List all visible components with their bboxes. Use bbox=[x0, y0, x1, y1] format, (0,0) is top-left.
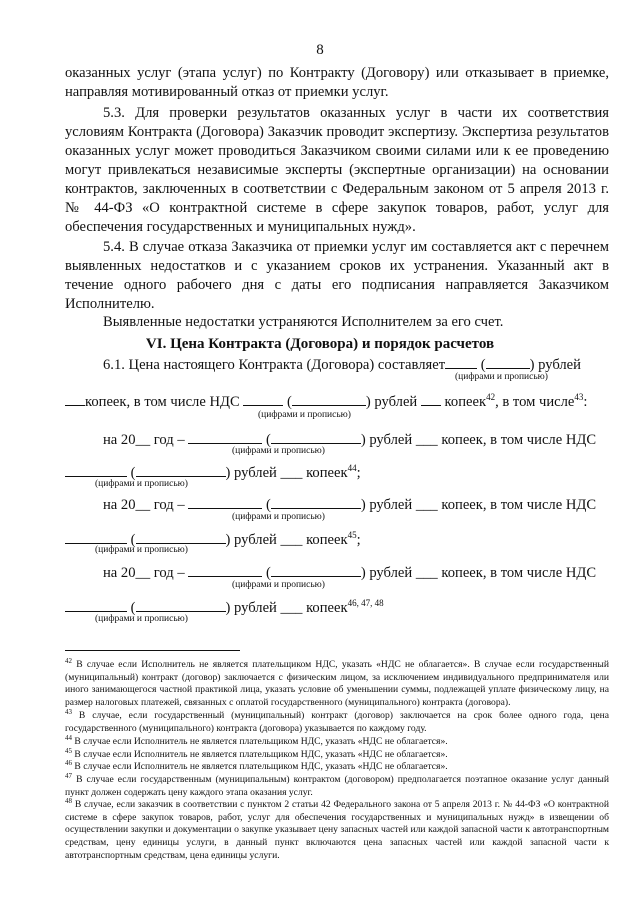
footnote-divider bbox=[65, 650, 240, 651]
vat-line-1: ( ) рублей ___ копеек$^{44}$; bbox=[65, 463, 361, 482]
year-line-3: на 20__ год – ( ) рублей ___ копеек, в том числе НДС bbox=[103, 565, 597, 581]
paragraph-defects: Выявленные недостатки устраняются Исполнителем за его счет. bbox=[103, 314, 504, 330]
footnote-42: $^{42}$ В случае если Исполнитель не является плательщиком НДС, указать «НДС не облагается». В случае если государственный (муниципальный) контракт (договор) заключается с физическим лицом, за исключением индивидуального предпринимателя или иного занимающегося частной практикой лица, указать условие об уменьшении суммы, подлежащей уплате физическому лицу, на размер налоговых платежей, связанных с оплатой государственного (муниципального) контракта (договора). bbox=[65, 657, 609, 708]
caption: (цифрами и прописью) bbox=[95, 545, 188, 555]
footnote-47: $^{47}$ В случае если государственным (муниципальным) контрактом (договором) предполагается поэтапное оказание услуг данный пункт должен содержать цену каждого этапа оказания услуг. bbox=[65, 772, 609, 798]
section-heading: VI. Цена Контракта (Договора) и порядок расчетов bbox=[145, 336, 495, 352]
caption: (цифрами и прописью) bbox=[232, 446, 325, 456]
caption: (цифрами и прописью) bbox=[95, 479, 188, 489]
caption: (цифрами и прописью) bbox=[258, 410, 351, 420]
rubles-label: рублей bbox=[374, 394, 418, 410]
footnote-44: $^{44}$ В случае если Исполнитель не является плательщиком НДС, указать «НДС не облагается». bbox=[65, 734, 448, 748]
footnote-ref: 42 bbox=[486, 392, 496, 403]
kopecks-vat-label: копеек, в том числе НДС bbox=[85, 394, 240, 410]
vat-amount-blank bbox=[65, 598, 127, 612]
price-line-vat: копеек, в том числе НДС ( ) рублей копеек$^{42}$, в том числе$^{43}$: bbox=[65, 392, 587, 411]
kopecks-label: копеек bbox=[444, 394, 487, 410]
year-amount-blank bbox=[188, 430, 262, 444]
paragraph-5-3: 5.3. Для проверки результатов оказанных услуг в части их соответствия условиям Контракта (Договора) Заказчик проводит экспертизу. Экспертиза результатов оказанных услуг может проводиться Заказчиком своими силами или к ее проведению могут привлекаться независимые эксперты (экспертные организации) на основании контрактов, заключенных в соответствии с Федеральным законом от 5 апреля 2013 г. № 44-ФЗ «О контрактной системе в сфере закупок товаров, работ, услуг для обеспечения государственных и муниципальных нужд». bbox=[65, 105, 609, 235]
rubles-label: рублей bbox=[538, 357, 581, 373]
kopecks-vat-label: копеек, в том числе НДС bbox=[441, 432, 597, 448]
vat-kop-blank bbox=[421, 392, 441, 406]
year-words-blank bbox=[271, 430, 361, 444]
footnote-ref: 43 bbox=[574, 392, 584, 403]
paragraph-5-4: 5.4. В случае отказа Заказчика от приемки услуг им составляется акт с перечнем выявленных недостатков и с указанием сроков их устранения. Указанный акт в течение одного рабочего дня с даты его подписания направляется Заказчиком Исполнителю. bbox=[65, 239, 609, 312]
footnote-ref: 46, 47, 48 bbox=[347, 598, 384, 609]
rubles-label: рублей ___ bbox=[369, 565, 438, 581]
year-amount-blank bbox=[188, 495, 262, 509]
rubles-label: рублей ___ bbox=[369, 497, 438, 513]
footnote-46: $^{46}$ В случае если Исполнитель не является плательщиком НДС, указать «НДС не облагается». bbox=[65, 759, 448, 773]
vat-line-2: ( ) рублей ___ копеек$^{45}$; bbox=[65, 530, 361, 549]
price-line-6-1: 6.1. Цена настоящего Контракта (Договора) составляет ( ) рублей bbox=[103, 357, 581, 373]
year-line-2: на 20__ год – ( ) рублей ___ копеек, в том числе НДС bbox=[103, 497, 597, 513]
paragraph-acceptance-end: оказанных услуг (этапа услуг) по Контракту (Договору) или отказывает в приемке, направляя мотивированный отказ от приемки услуг. bbox=[65, 65, 609, 100]
footnote-ref: 45 bbox=[347, 530, 357, 541]
footnote-43: $^{43}$ В случае, если государственный (муниципальный) контракт (договор) заключается на срок более одного года, цена государственного (муниципального) контракта (договора) указывается по каждому году. bbox=[65, 708, 609, 734]
caption: (цифрами и прописью) bbox=[232, 512, 325, 522]
footnote-45: $^{45}$ В случае если Исполнитель не является плательщиком НДС, указать «НДС не облагается». bbox=[65, 747, 448, 761]
rubles-label: рублей ___ bbox=[369, 432, 438, 448]
price-intro: 6.1. Цена настоящего Контракта (Договора) составляет bbox=[103, 357, 446, 373]
footnote-ref: 44 bbox=[347, 463, 357, 474]
rubles-label: рублей ___ bbox=[234, 600, 303, 616]
caption: (цифрами и прописью) bbox=[95, 614, 188, 624]
year-label: на 20__ год – bbox=[103, 432, 185, 448]
rubles-label: рублей ___ bbox=[234, 532, 303, 548]
vat-blank bbox=[243, 392, 283, 406]
rubles-label: рублей ___ bbox=[234, 465, 303, 481]
page-number: 8 bbox=[316, 42, 324, 58]
kopeck-blank bbox=[65, 392, 85, 406]
price-rub-blank bbox=[445, 355, 477, 369]
vat-amount-blank bbox=[65, 530, 127, 544]
vat-amount-blank bbox=[65, 463, 127, 477]
vat-words-blank bbox=[292, 392, 366, 406]
price-words-blank bbox=[486, 355, 530, 369]
vat-line-3: ( ) рублей ___ копеек$^{46, 47, 48}$ bbox=[65, 598, 384, 617]
year-label: на 20__ год – bbox=[103, 497, 185, 513]
kopecks-vat-label: копеек, в том числе НДС bbox=[441, 565, 597, 581]
caption: (цифрами и прописью) bbox=[232, 580, 325, 590]
kopecks-label: копеек bbox=[306, 532, 348, 548]
incl-label: , в том числе bbox=[495, 394, 575, 410]
vat-words-blank bbox=[136, 463, 226, 477]
kopecks-vat-label: копеек, в том числе НДС bbox=[441, 497, 597, 513]
year-words-blank bbox=[271, 495, 361, 509]
caption: (цифрами и прописью) bbox=[455, 372, 548, 382]
year-amount-blank bbox=[188, 563, 262, 577]
year-words-blank bbox=[271, 563, 361, 577]
footnote-48: $^{48}$ В случае, если заказчик в соответствии с пунктом 2 статьи 42 Федерального закона от 5 апреля 2013 г. № 44-ФЗ «О контрактной системе в сфере закупок товаров, работ, услуг для обеспечения государственных и муниципальных нужд» в извещении об осуществлении закупки и документации о закупке указывает цену запасных частей или каждой запасной части к автотранспортным средствам, цену единицы услуги, в данный пункт включаются цена запасных частей или каждой запасной части к автотранспортным средствам, цена единицы услуги. bbox=[65, 797, 609, 861]
vat-words-blank bbox=[136, 530, 226, 544]
kopecks-label: копеек bbox=[306, 465, 348, 481]
kopecks-label: копеек bbox=[306, 600, 348, 616]
year-label: на 20__ год – bbox=[103, 565, 185, 581]
vat-words-blank bbox=[136, 598, 226, 612]
year-line-1: на 20__ год – ( ) рублей ___ копеек, в том числе НДС bbox=[103, 432, 597, 448]
